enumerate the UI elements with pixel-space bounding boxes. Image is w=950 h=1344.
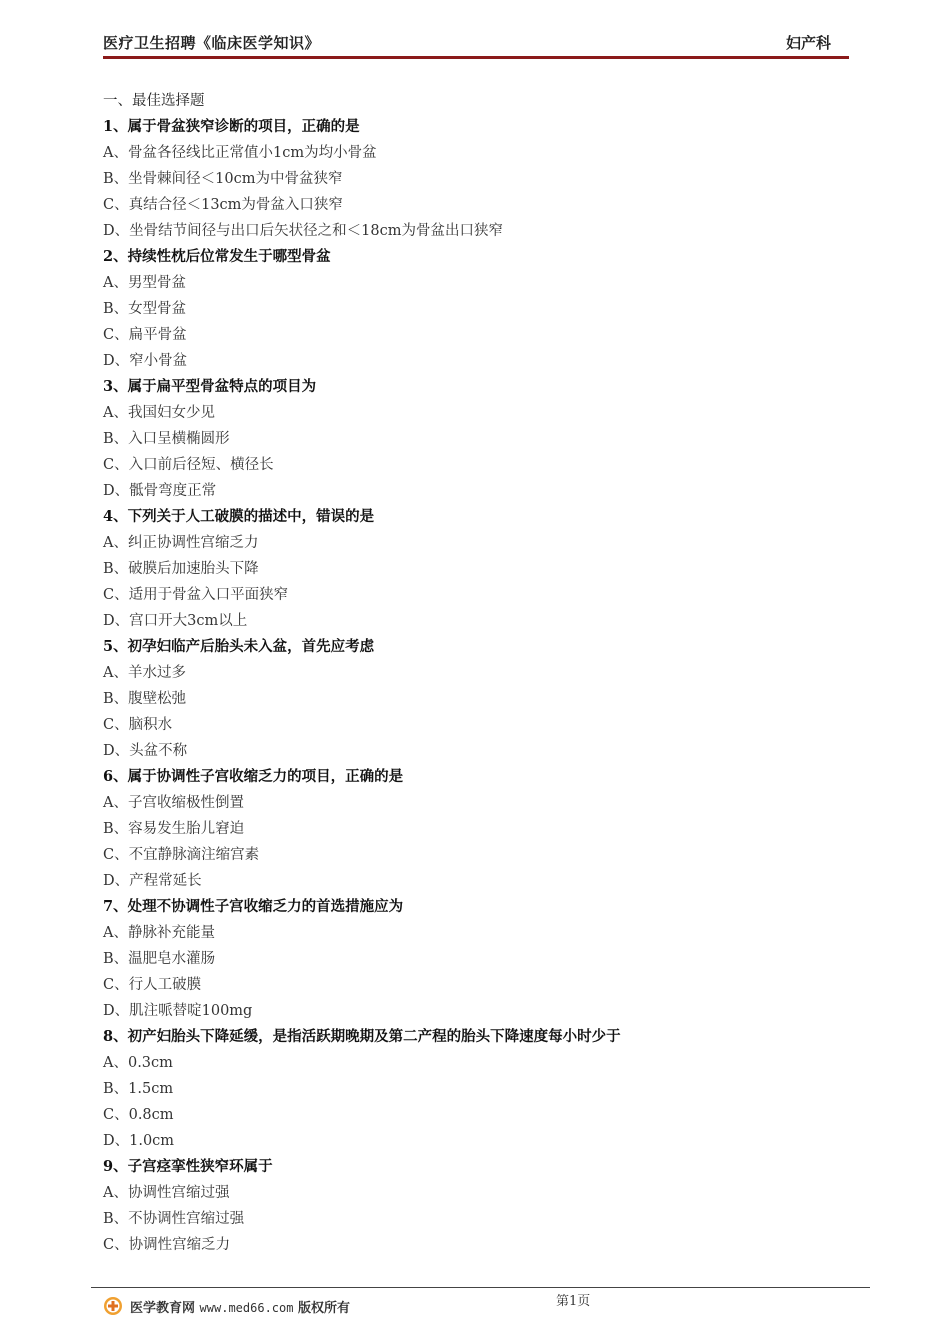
answer-option: C、行人工破膜 <box>103 977 202 993</box>
question-stem: 4、下列关于人工破膜的描述中，错误的是 <box>103 508 375 525</box>
questions-container <box>103 114 849 1258</box>
question-stem: 7、处理不协调性子宫收缩乏力的首选措施应为 <box>103 898 404 915</box>
footer-brand-name: 医学教育网 <box>130 1301 196 1316</box>
question-stem: 3、属于扁平型骨盆特点的项目为 <box>103 378 317 395</box>
answer-option: D、头盆不称 <box>103 743 188 759</box>
answer-option: D、坐骨结节间径与出口后矢状径之和＜18cm为骨盆出口狭窄 <box>103 223 503 239</box>
answer-option: B、腹壁松弛 <box>103 691 187 707</box>
header-department: 妇产科 <box>785 34 831 52</box>
answer-option: B、容易发生胎儿窘迫 <box>103 821 245 837</box>
answer-option: C、扁平骨盆 <box>103 327 187 343</box>
answer-option: A、我国妇女少见 <box>103 405 215 421</box>
answer-option: D、宫口开大3cm以上 <box>103 613 248 629</box>
footer-rights: 版权所有 <box>298 1301 351 1316</box>
answer-option: B、女型骨盆 <box>103 301 187 317</box>
question-list <box>103 88 849 1258</box>
answer-option: C、入口前后径短、横径长 <box>103 457 274 473</box>
footer-url: www.med66.com <box>199 1301 294 1315</box>
answer-option: C、适用于骨盆入口平面狭窄 <box>103 587 289 603</box>
section-title: 一、最佳选择题 <box>103 93 205 109</box>
question-stem: 9、子宫痉挛性狭窄环属于 <box>103 1158 273 1175</box>
med66-logo-icon <box>103 1296 123 1316</box>
footer-brand[interactable] <box>130 1297 350 1316</box>
answer-option: A、静脉补充能量 <box>103 925 215 941</box>
answer-option: D、骶骨弯度正常 <box>103 483 217 499</box>
page-number: 第1页 <box>556 1294 591 1309</box>
answer-option: C、0.8cm <box>103 1107 174 1123</box>
question-stem: 5、初孕妇临产后胎头未入盆，首先应考虑 <box>103 638 375 655</box>
header-divider <box>103 56 849 59</box>
answer-option: B、破膜后加速胎头下降 <box>103 561 259 577</box>
answer-option: A、骨盆各径线比正常值小1cm为均小骨盆 <box>103 145 377 161</box>
answer-option: D、窄小骨盆 <box>103 353 188 369</box>
question-stem: 6、属于协调性子宫收缩乏力的项目，正确的是 <box>103 768 404 785</box>
question-stem: 2、持续性枕后位常发生于哪型骨盆 <box>103 248 331 265</box>
question-stem: 8、初产妇胎头下降延缓，是指活跃期晚期及第二产程的胎头下降速度每小时少于 <box>103 1028 621 1045</box>
answer-option: C、协调性宫缩乏力 <box>103 1237 231 1253</box>
answer-option: B、温肥皂水灌肠 <box>103 951 216 967</box>
footer-divider <box>91 1287 870 1288</box>
question-stem: 1、属于骨盆狭窄诊断的项目，正确的是 <box>103 118 360 135</box>
answer-option: A、纠正协调性宫缩乏力 <box>103 535 259 551</box>
answer-option: D、产程常延长 <box>103 873 202 889</box>
page-header <box>103 32 849 56</box>
answer-option: C、真结合径＜13cm为骨盆入口狭窄 <box>103 197 343 213</box>
answer-option: B、1.5cm <box>103 1081 174 1097</box>
answer-option: A、羊水过多 <box>103 665 186 681</box>
answer-option: B、入口呈横椭圆形 <box>103 431 230 447</box>
answer-option: A、子宫收缩极性倒置 <box>103 795 244 811</box>
answer-option: D、1.0cm <box>103 1133 175 1149</box>
header-title: 医疗卫生招聘《临床医学知识》 <box>103 34 321 52</box>
answer-option: A、男型骨盆 <box>103 275 186 291</box>
answer-option: B、不协调性宫缩过强 <box>103 1211 245 1227</box>
answer-option: B、坐骨棘间径＜10cm为中骨盆狭窄 <box>103 171 343 187</box>
answer-option: A、0.3cm <box>103 1055 173 1071</box>
answer-option: D、肌注哌替啶100mg <box>103 1003 253 1019</box>
answer-option: C、不宜静脉滴注缩宫素 <box>103 847 260 863</box>
answer-option: A、协调性宫缩过强 <box>103 1185 230 1201</box>
answer-option: C、脑积水 <box>103 717 173 733</box>
